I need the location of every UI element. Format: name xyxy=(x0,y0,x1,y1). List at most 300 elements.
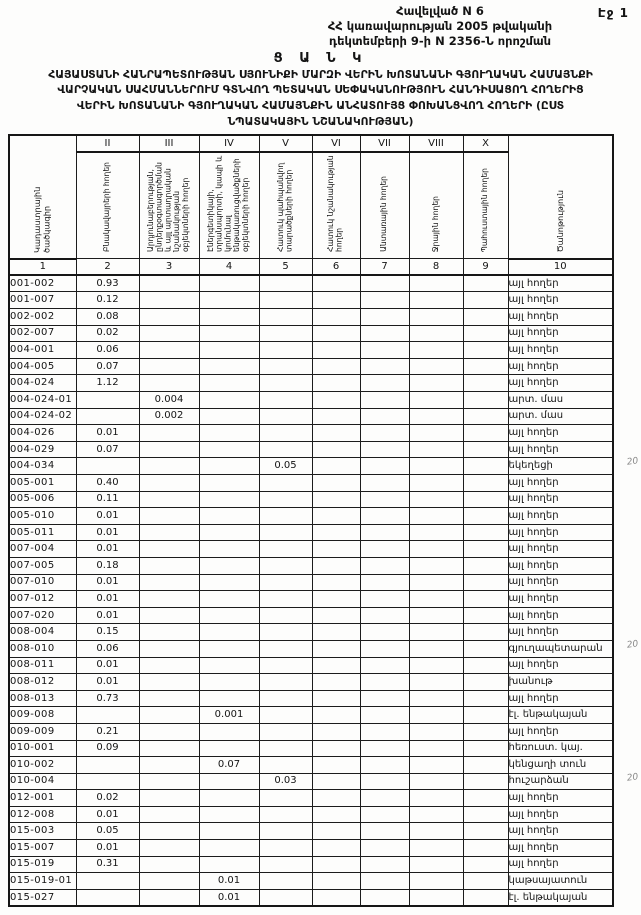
energy-transport-lands-cell xyxy=(199,557,259,574)
note-text: այլ հողեր xyxy=(508,841,559,853)
settlement-lands-cell: 0.01 xyxy=(76,657,139,674)
note-cell xyxy=(508,840,613,857)
table-row xyxy=(9,574,613,591)
note-cell xyxy=(508,408,613,425)
special-purpose-lands-cell xyxy=(312,275,360,292)
note-text: այլ հողեր xyxy=(508,509,559,521)
industry-lands-cell xyxy=(139,889,199,906)
table-row xyxy=(9,275,613,292)
industry-lands-cell xyxy=(139,840,199,857)
forest-lands-cell xyxy=(360,325,409,342)
reserve-lands-cell xyxy=(463,840,508,857)
energy-transport-lands-cell xyxy=(199,358,259,375)
cadastral-code-cell: 004-024-01 xyxy=(9,392,76,409)
forest-lands-cell xyxy=(360,524,409,541)
forest-lands-cell xyxy=(360,392,409,409)
table-row xyxy=(9,458,613,475)
protected-areas-lands-cell xyxy=(259,292,312,309)
table-row xyxy=(9,690,613,707)
cadastral-code-cell: 007-012 xyxy=(9,591,76,608)
note-text: այլ հողեր xyxy=(508,327,559,339)
note-text: այլ հողեր xyxy=(508,526,559,538)
special-purpose-lands-cell xyxy=(312,541,360,558)
cadastral-code-cell: 004-029 xyxy=(9,441,76,458)
protected-areas-lands-cell xyxy=(259,873,312,890)
protected-areas-lands-cell xyxy=(259,342,312,359)
industry-lands-cell xyxy=(139,624,199,641)
special-purpose-lands-cell xyxy=(312,292,360,309)
cadastral-code-cell: 004-024 xyxy=(9,375,76,392)
water-lands-cell xyxy=(409,607,463,624)
table-row xyxy=(9,325,613,342)
forest-lands-cell xyxy=(360,757,409,774)
note-cell xyxy=(508,524,613,541)
appendix-reference xyxy=(275,4,605,49)
protected-areas-lands-cell xyxy=(259,491,312,508)
energy-transport-lands-cell xyxy=(199,441,259,458)
forest-lands-cell xyxy=(360,458,409,475)
subtitle-line: ՎԱՐՉԱԿԱՆ ՍԱՀՄԱՆՆԵՐՈՒՄ ԳՏՆՎՈՂ ՊԵՏԱԿԱՆ ՍԵՓԱԿԱՆՈՒԹՅՈՒՆ ՀԱՆԴԻՍԱՑՈՂ ՀՈՂԵՐԻՑ xyxy=(57,83,584,97)
water-lands-cell xyxy=(409,873,463,890)
settlement-lands-cell: 0.06 xyxy=(76,342,139,359)
reserve-lands-cell xyxy=(463,275,508,292)
note-text: կաթսայատուն xyxy=(508,875,588,887)
energy-transport-lands-cell xyxy=(199,740,259,757)
appendix-line: Հավելված N 6 xyxy=(396,4,484,18)
table-row xyxy=(9,309,613,326)
industry-lands-cell xyxy=(139,541,199,558)
settlement-lands-cell: 0.08 xyxy=(76,309,139,326)
energy-transport-lands-cell xyxy=(199,342,259,359)
industry-lands-cell xyxy=(139,591,199,608)
protected-areas-lands-cell xyxy=(259,591,312,608)
settlement-lands-cell: 0.01 xyxy=(76,425,139,442)
protected-areas-lands-cell xyxy=(259,557,312,574)
note-text: այլ հողեր xyxy=(508,310,559,322)
note-text: էլ. ենթակայան xyxy=(508,891,588,903)
industry-lands-cell xyxy=(139,524,199,541)
reserve-lands-cell xyxy=(463,773,508,790)
protected-areas-lands-cell xyxy=(259,757,312,774)
protected-areas-lands-cell xyxy=(259,574,312,591)
subtitle-line: ՎԵՐԻՆ ԽՈՏԱՆԱՆԻ ԳՅՈՒՂԱԿԱՆ ՀԱՄԱՅՆՔԻՆ ԱՆՀԱՏՈՒՅՑ ՓՈԽԱՆՑՎՈՂ ՀՈՂԵՐԻ (ԸՍՏ xyxy=(76,99,565,113)
settlement-lands-cell: 0.31 xyxy=(76,856,139,873)
header-note: Ծանոթություն xyxy=(508,135,613,259)
cadastral-code-cell: 004-001 xyxy=(9,342,76,359)
table-row xyxy=(9,475,613,492)
industry-lands-cell xyxy=(139,773,199,790)
column-number: 7 xyxy=(360,259,409,275)
column-number: 8 xyxy=(409,259,463,275)
note-text: այլ հողեր xyxy=(508,476,559,488)
cadastral-code-cell: 002-002 xyxy=(9,309,76,326)
industry-lands-cell xyxy=(139,375,199,392)
cadastral-code-cell: 015-027 xyxy=(9,889,76,906)
forest-lands-cell xyxy=(360,640,409,657)
water-lands-cell xyxy=(409,723,463,740)
protected-areas-lands-cell xyxy=(259,856,312,873)
industry-lands-cell xyxy=(139,441,199,458)
forest-lands-cell xyxy=(360,425,409,442)
water-lands-cell xyxy=(409,806,463,823)
protected-areas-lands-cell xyxy=(259,275,312,292)
header-reserve-lands: Պահուստային հողեր xyxy=(463,152,508,259)
settlement-lands-cell: 0.11 xyxy=(76,491,139,508)
water-lands-cell xyxy=(409,408,463,425)
industry-lands-cell xyxy=(139,458,199,475)
table-row xyxy=(9,773,613,790)
table-row xyxy=(9,358,613,375)
special-purpose-lands-cell xyxy=(312,325,360,342)
reserve-lands-cell xyxy=(463,475,508,492)
note-cell xyxy=(508,690,613,707)
industry-lands-cell: 0.002 xyxy=(139,408,199,425)
cadastral-code-cell: 005-010 xyxy=(9,508,76,525)
table-row xyxy=(9,508,613,525)
page-number: Էջ 1 xyxy=(597,6,629,20)
industry-lands-cell: 0.004 xyxy=(139,392,199,409)
forest-lands-cell xyxy=(360,508,409,525)
table-row xyxy=(9,657,613,674)
note-text: այլ հողեր xyxy=(508,377,559,389)
reserve-lands-cell xyxy=(463,790,508,807)
cadastral-code-cell: 012-008 xyxy=(9,806,76,823)
note-cell xyxy=(508,392,613,409)
note-text: այլ հողեր xyxy=(508,659,559,671)
cadastral-code-cell: 004-026 xyxy=(9,425,76,442)
note-cell xyxy=(508,707,613,724)
industry-lands-cell xyxy=(139,275,199,292)
energy-transport-lands-cell xyxy=(199,856,259,873)
roman-numeral: VI xyxy=(312,135,360,152)
table-body xyxy=(9,275,639,907)
protected-areas-lands-cell xyxy=(259,790,312,807)
energy-transport-lands-cell xyxy=(199,773,259,790)
handwritten-margin-mark: 20 xyxy=(625,771,639,784)
water-lands-cell xyxy=(409,707,463,724)
cadastral-code-cell: 010-002 xyxy=(9,757,76,774)
note-text: այլ հողեր xyxy=(508,344,559,356)
settlement-lands-cell: 0.18 xyxy=(76,557,139,574)
cadastral-code-cell: 007-020 xyxy=(9,607,76,624)
forest-lands-cell xyxy=(360,574,409,591)
protected-areas-lands-cell xyxy=(259,607,312,624)
energy-transport-lands-cell xyxy=(199,392,259,409)
water-lands-cell xyxy=(409,856,463,873)
energy-transport-lands-cell xyxy=(199,375,259,392)
table-row xyxy=(9,723,613,740)
protected-areas-lands-cell xyxy=(259,674,312,691)
column-number: 4 xyxy=(199,259,259,275)
settlement-lands-cell xyxy=(76,757,139,774)
special-purpose-lands-cell xyxy=(312,309,360,326)
energy-transport-lands-cell xyxy=(199,823,259,840)
settlement-lands-cell: 0.01 xyxy=(76,607,139,624)
special-purpose-lands-cell xyxy=(312,375,360,392)
note-text: այլ հողեր xyxy=(508,825,559,837)
cadastral-code-cell: 015-007 xyxy=(9,840,76,857)
table-row xyxy=(9,607,613,624)
note-cell xyxy=(508,342,613,359)
reserve-lands-cell xyxy=(463,889,508,906)
forest-lands-cell xyxy=(360,723,409,740)
water-lands-cell xyxy=(409,591,463,608)
reserve-lands-cell xyxy=(463,740,508,757)
special-purpose-lands-cell xyxy=(312,823,360,840)
water-lands-cell xyxy=(409,823,463,840)
forest-lands-cell xyxy=(360,657,409,674)
settlement-lands-cell: 0.07 xyxy=(76,441,139,458)
protected-areas-lands-cell xyxy=(259,325,312,342)
cadastral-code-cell: 010-001 xyxy=(9,740,76,757)
cadastral-code-cell: 007-010 xyxy=(9,574,76,591)
note-cell xyxy=(508,740,613,757)
note-cell xyxy=(508,771,639,790)
table-row xyxy=(9,524,613,541)
water-lands-cell xyxy=(409,574,463,591)
water-lands-cell xyxy=(409,690,463,707)
note-cell xyxy=(508,607,613,624)
water-lands-cell xyxy=(409,375,463,392)
table-row xyxy=(9,541,613,558)
reserve-lands-cell xyxy=(463,425,508,442)
protected-areas-lands-cell xyxy=(259,441,312,458)
table-row xyxy=(9,624,613,641)
column-number: 10 xyxy=(508,259,613,275)
energy-transport-lands-cell xyxy=(199,624,259,641)
settlement-lands-cell: 0.40 xyxy=(76,475,139,492)
header-special-purpose-lands: Հատուկ նշանակության հողեր xyxy=(312,152,360,259)
cadastral-code-cell: 009-008 xyxy=(9,707,76,724)
energy-transport-lands-cell xyxy=(199,806,259,823)
column-number: 9 xyxy=(463,259,508,275)
note-text: արտ. մաս xyxy=(508,393,564,405)
note-cell xyxy=(508,292,613,309)
note-text: այլ հողեր xyxy=(508,626,559,638)
protected-areas-lands-cell xyxy=(259,624,312,641)
special-purpose-lands-cell xyxy=(312,557,360,574)
water-lands-cell xyxy=(409,757,463,774)
note-cell xyxy=(508,624,613,641)
note-text: էլ. ենթակայան xyxy=(508,709,588,721)
energy-transport-lands-cell xyxy=(199,292,259,309)
settlement-lands-cell xyxy=(76,773,139,790)
water-lands-cell xyxy=(409,557,463,574)
roman-numeral: VII xyxy=(360,135,409,152)
water-lands-cell xyxy=(409,840,463,857)
energy-transport-lands-cell xyxy=(199,408,259,425)
column-number: 1 xyxy=(9,259,76,275)
reserve-lands-cell xyxy=(463,309,508,326)
settlement-lands-cell: 0.01 xyxy=(76,541,139,558)
reserve-lands-cell xyxy=(463,325,508,342)
cadastral-code-cell: 001-002 xyxy=(9,275,76,292)
column-number: 2 xyxy=(76,259,139,275)
table-row xyxy=(9,425,613,442)
industry-lands-cell xyxy=(139,557,199,574)
reserve-lands-cell xyxy=(463,408,508,425)
handwritten-margin-mark: 20 xyxy=(625,456,639,469)
note-text: այլ հողեր xyxy=(508,609,559,621)
energy-transport-lands-cell: 0.07 xyxy=(199,757,259,774)
roman-numeral: IV xyxy=(199,135,259,152)
industry-lands-cell xyxy=(139,806,199,823)
note-cell xyxy=(508,456,639,475)
forest-lands-cell xyxy=(360,342,409,359)
protected-areas-lands-cell xyxy=(259,408,312,425)
forest-lands-cell xyxy=(360,806,409,823)
special-purpose-lands-cell xyxy=(312,723,360,740)
water-lands-cell xyxy=(409,309,463,326)
forest-lands-cell xyxy=(360,773,409,790)
forest-lands-cell xyxy=(360,823,409,840)
industry-lands-cell xyxy=(139,690,199,707)
cadastral-code-cell: 015-019-01 xyxy=(9,873,76,890)
industry-lands-cell xyxy=(139,790,199,807)
note-cell xyxy=(508,358,613,375)
special-purpose-lands-cell xyxy=(312,707,360,724)
forest-lands-cell xyxy=(360,358,409,375)
protected-areas-lands-cell xyxy=(259,740,312,757)
note-cell xyxy=(508,873,613,890)
special-purpose-lands-cell xyxy=(312,640,360,657)
special-purpose-lands-cell xyxy=(312,574,360,591)
water-lands-cell xyxy=(409,773,463,790)
cadastral-code-cell: 008-010 xyxy=(9,640,76,657)
energy-transport-lands-cell xyxy=(199,674,259,691)
energy-transport-lands-cell xyxy=(199,458,259,475)
cadastral-code-cell: 009-009 xyxy=(9,723,76,740)
industry-lands-cell xyxy=(139,856,199,873)
industry-lands-cell xyxy=(139,508,199,525)
note-cell xyxy=(508,508,613,525)
header-energy-transport-lands: Էներգետիկայի, տրանսպորտի, կապի և կոմունալ ենթակառուցվածքների օբյեկտների հողեր xyxy=(199,152,259,259)
industry-lands-cell xyxy=(139,707,199,724)
roman-numeral: X xyxy=(463,135,508,152)
note-text: խանութ xyxy=(508,675,553,687)
note-cell xyxy=(508,325,613,342)
note-text: այլ հողեր xyxy=(508,858,559,870)
table-row xyxy=(9,591,613,608)
note-text: կենցաղի տուն xyxy=(508,758,587,770)
special-purpose-lands-cell xyxy=(312,425,360,442)
forest-lands-cell xyxy=(360,674,409,691)
industry-lands-cell xyxy=(139,674,199,691)
industry-lands-cell xyxy=(139,873,199,890)
settlement-lands-cell: 0.06 xyxy=(76,640,139,657)
settlement-lands-cell: 0.15 xyxy=(76,624,139,641)
table-row xyxy=(9,823,613,840)
energy-transport-lands-cell xyxy=(199,591,259,608)
note-cell xyxy=(508,491,613,508)
special-purpose-lands-cell xyxy=(312,441,360,458)
water-lands-cell xyxy=(409,358,463,375)
forest-lands-cell xyxy=(360,624,409,641)
note-cell xyxy=(508,757,613,774)
industry-lands-cell xyxy=(139,640,199,657)
note-cell xyxy=(508,574,613,591)
energy-transport-lands-cell xyxy=(199,541,259,558)
protected-areas-lands-cell xyxy=(259,392,312,409)
note-text: այլ հողեր xyxy=(508,427,559,439)
water-lands-cell xyxy=(409,325,463,342)
note-text: եկեղեցի xyxy=(508,460,553,472)
cadastral-code-cell: 005-011 xyxy=(9,524,76,541)
table-row xyxy=(9,707,613,724)
cadastral-code-cell: 004-005 xyxy=(9,358,76,375)
header-cadastral-code: Կադաստրային ծածկագիր xyxy=(9,135,76,259)
note-cell xyxy=(508,441,613,458)
settlement-lands-cell: 0.12 xyxy=(76,292,139,309)
settlement-lands-cell: 0.07 xyxy=(76,358,139,375)
table-row xyxy=(9,392,613,409)
special-purpose-lands-cell xyxy=(312,740,360,757)
cadastral-code-cell: 005-001 xyxy=(9,475,76,492)
forest-lands-cell xyxy=(360,840,409,857)
cadastral-code-cell: 008-011 xyxy=(9,657,76,674)
header-settlement-lands: Բնակավայրերի հողեր xyxy=(76,152,139,259)
cadastral-code-cell: 001-007 xyxy=(9,292,76,309)
roman-numeral: III xyxy=(139,135,199,152)
water-lands-cell xyxy=(409,392,463,409)
table-row xyxy=(9,557,613,574)
note-text: հեռուստ. կայ. xyxy=(508,742,583,754)
document-page xyxy=(0,4,641,915)
protected-areas-lands-cell xyxy=(259,508,312,525)
energy-transport-lands-cell xyxy=(199,723,259,740)
table-row xyxy=(9,757,613,774)
note-cell xyxy=(508,475,613,492)
industry-lands-cell xyxy=(139,740,199,757)
reserve-lands-cell xyxy=(463,674,508,691)
table-row xyxy=(9,840,613,857)
note-text: այլ հողեր xyxy=(508,443,559,455)
forest-lands-cell xyxy=(360,309,409,326)
special-purpose-lands-cell xyxy=(312,591,360,608)
protected-areas-lands-cell xyxy=(259,640,312,657)
special-purpose-lands-cell xyxy=(312,491,360,508)
settlement-lands-cell: 0.01 xyxy=(76,524,139,541)
settlement-lands-cell: 0.01 xyxy=(76,508,139,525)
note-cell xyxy=(508,425,613,442)
water-lands-cell xyxy=(409,524,463,541)
energy-transport-lands-cell xyxy=(199,491,259,508)
protected-areas-lands-cell xyxy=(259,707,312,724)
forest-lands-cell xyxy=(360,441,409,458)
settlement-lands-cell: 0.09 xyxy=(76,740,139,757)
protected-areas-lands-cell: 0.05 xyxy=(259,458,312,475)
water-lands-cell xyxy=(409,441,463,458)
reserve-lands-cell xyxy=(463,375,508,392)
subtitle-line: ՀԱՅԱՍՏԱՆԻ ՀԱՆՐԱՊԵՏՈՒԹՅԱՆ ՍՅՈՒՆԻՔԻ ՄԱՐԶԻ ՎԵՐԻՆ ԽՈՏԱՆԱՆԻ ԳՅՈՒՂԱԿԱՆ ՀԱՄԱՅՆՔԻ xyxy=(48,67,593,81)
header-water-lands: Ջրային հողեր xyxy=(409,152,463,259)
cadastral-code-cell: 012-001 xyxy=(9,790,76,807)
settlement-lands-cell xyxy=(76,458,139,475)
protected-areas-lands-cell xyxy=(259,806,312,823)
reserve-lands-cell xyxy=(463,524,508,541)
column-number: 6 xyxy=(312,259,360,275)
energy-transport-lands-cell xyxy=(199,309,259,326)
note-cell xyxy=(508,856,613,873)
column-number: 5 xyxy=(259,259,312,275)
note-text: այլ հողեր xyxy=(508,592,559,604)
forest-lands-cell xyxy=(360,275,409,292)
energy-transport-lands-cell xyxy=(199,607,259,624)
note-text: այլ հողեր xyxy=(508,543,559,555)
note-cell xyxy=(508,591,613,608)
energy-transport-lands-cell xyxy=(199,475,259,492)
note-cell xyxy=(508,639,639,657)
